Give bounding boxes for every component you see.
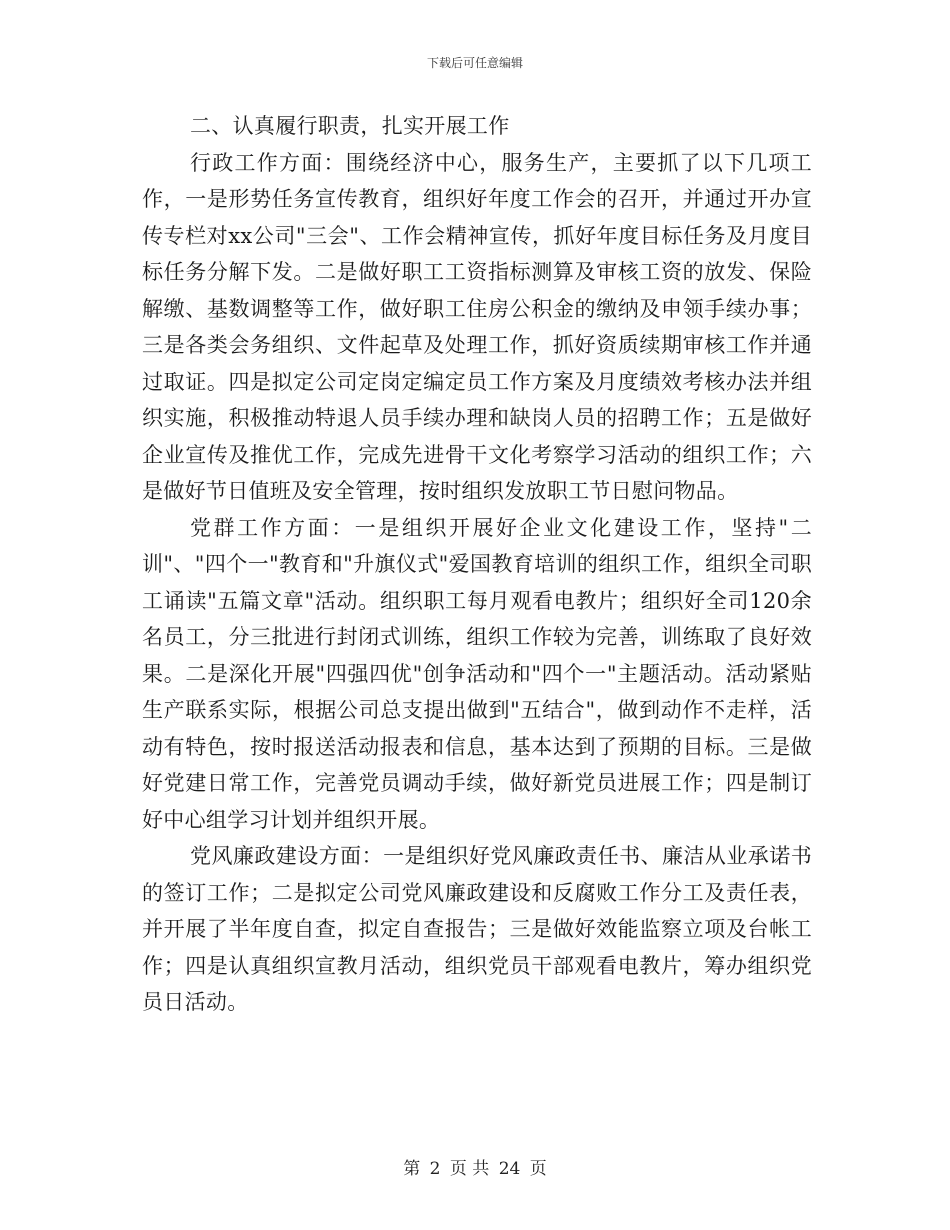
footer-middle: 页 共 bbox=[449, 1159, 490, 1179]
document-body bbox=[142, 108, 812, 1021]
current-page-number: 2 bbox=[429, 1159, 441, 1179]
paragraph-administrative-work: 行政工作方面：围绕经济中心，服务生产，主要抓了以下几项工作，一是形势任务宣传教育，组织好年度工作会的召开，并通过开办宣传专栏对xx公司"三会"、工作会精神宣传，抓好年度目标任务及月度目标任务分解下发。二是做好职工工资指标测算及审核工资的放发、保险解缴、基数调整等工作，做好职工住房公积金的缴纳及申领手续办事；三是各类会务组织、文件起草及处理工作，抓好资质续期审核工作并通过取证。四是拟定公司定岗定编定员工作方案及月度绩效考核办法并组织实施，积极推动特退人员手续办理和缺岗人员的招聘工作；五是做好企业宣传及推优工作，完成先进骨干文化考察学习活动的组织工作；六是做好节日值班及安全管理，按时组织发放职工节日慰问物品。 bbox=[142, 150, 812, 503]
page-footer bbox=[0, 1154, 950, 1179]
section-heading: 二、认真履行职责，扎实开展工作 bbox=[190, 114, 510, 138]
footer-suffix: 页 bbox=[529, 1159, 547, 1179]
paragraph-integrity-building: 党风廉政建设方面：一是组织好党风廉政责任书、廉洁从业承诺书的签订工作；二是拟定公司党风廉政建设和反腐败工作分工及责任表，并开展了半年度自查，拟定自查报告；三是做好效能监察立项及台帐工作；四是认真组织宣教月活动，组织党员干部观看电教片，筹办组织党员日活动。 bbox=[142, 844, 812, 1014]
header-note: 下载后可任意编辑 bbox=[426, 56, 523, 70]
footer-prefix: 第 bbox=[403, 1159, 421, 1179]
total-pages-number: 24 bbox=[498, 1159, 521, 1179]
paragraph-party-group-work: 党群工作方面：一是组织开展好企业文化建设工作，坚持"二训"、"四个一"教育和"升旗仪式"爱国教育培训的组织工作，组织全司职工诵读"五篇文章"活动。组织职工每月观看电教片；组织好全司120余名员工，分三批进行封闭式训练，组织工作较为完善，训练取了良好效果。二是深化开展"四强四优"创争活动和"四个一"主题活动。活动紧贴生产联系实际，根据公司总支提出做到"五结合"，做到动作不走样，活动有特色，按时报送活动报表和信息，基本达到了预期的目标。三是做好党建日常工作，完善党员调动手续，做好新党员进展工作；四是制订好中心组学习计划并组织开展。 bbox=[142, 515, 812, 832]
